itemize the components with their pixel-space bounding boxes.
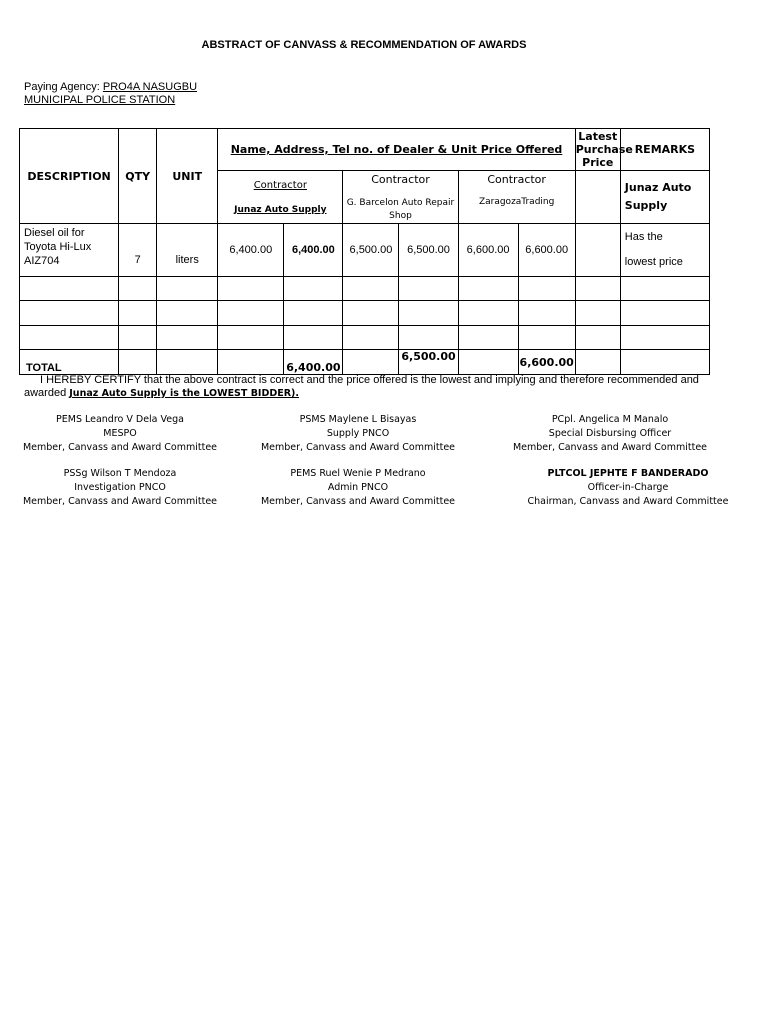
signatory-3 (500, 413, 720, 455)
certification-text (24, 374, 714, 400)
paying-agency-label: Paying Agency: (24, 81, 103, 93)
signatory-2 (248, 413, 468, 455)
price-cell: 6,400.00 (218, 224, 284, 277)
signatory-position: Officer-in-Charge (587, 482, 669, 493)
price-cell: 6,600.00 (458, 224, 518, 277)
document-title: ABSTRACT OF CANVASS & RECOMMENDATION OF AWARDS (201, 39, 527, 51)
header-qty: QTY (119, 129, 157, 224)
latest-price-cell (575, 224, 620, 277)
signatory-position: Supply PNCO (326, 428, 390, 439)
contractor-3 (458, 171, 575, 224)
paying-agency-value-line1: PRO4A NASUGBU (102, 81, 198, 93)
table-row (20, 301, 710, 326)
total-contractor-1: 6,400.00 (284, 350, 343, 375)
signatory-name: PEMS Leandro V Dela Vega (56, 414, 184, 425)
signatory-role: Member, Canvass and Award Committee (260, 442, 456, 453)
contractor-2-name: G. Barcelon Auto Repair Shop (346, 198, 455, 221)
signatory-role: Member, Canvass and Award Committee (22, 442, 218, 453)
total-contractor-2: 6,500.00 (399, 350, 458, 375)
signatory-position: MESPO (103, 428, 137, 439)
signatory-role: Member, Canvass and Award Committee (22, 496, 218, 507)
signatory-role: Member, Canvass and Award Committee (512, 442, 708, 453)
signatory-5 (248, 467, 468, 509)
signatory-name: PSSg Wilson T Mendoza (63, 468, 177, 479)
contractor-3-name: ZaragozaTrading (478, 197, 555, 207)
table-row (20, 326, 710, 350)
signatory-name: PCpl. Angelica M Manalo (551, 414, 669, 425)
signatory-6 (518, 467, 738, 509)
price-cell: 6,600.00 (518, 224, 575, 277)
contractor-2-label: Contractor (371, 173, 430, 186)
paying-agency-value-line2: MUNICIPAL POLICE STATION (24, 94, 176, 106)
paying-agency (24, 81, 244, 107)
signatory-name: PLTCOL JEPHTE F BANDERADO (547, 468, 709, 479)
certification-body: I HEREBY CERTIFY that the above contract is correct and the price offered is the lowest and implying and therefore recommended and awarded (24, 374, 699, 399)
header-description: DESCRIPTION (20, 129, 119, 224)
contractor-1-label: Contractor (253, 179, 307, 191)
item-qty: 7 (119, 224, 157, 277)
item-remarks (620, 224, 709, 277)
contractor-3-label: Contractor (487, 173, 546, 186)
remarks-winner: Junaz Auto Supply (620, 171, 709, 224)
signatory-position: Special Disbursing Officer (548, 428, 672, 439)
price-cell: 6,500.00 (343, 224, 399, 277)
item-unit: liters (157, 224, 218, 277)
contractor-2 (343, 171, 458, 224)
item-remarks-line2: lowest price (624, 256, 683, 268)
certification-emphasis: Junaz Auto Supply is the LOWEST BIDDER). (69, 388, 299, 399)
price-cell: 6,500.00 (399, 224, 458, 277)
signatory-role: Chairman, Canvass and Award Committee (527, 496, 729, 507)
signatory-position: Admin PNCO (327, 482, 389, 493)
signatory-position: Investigation PNCO (74, 482, 166, 493)
header-remarks: REMARKS (620, 129, 709, 171)
signatory-1 (10, 413, 230, 455)
contractor-1 (218, 171, 343, 224)
signatory-name: PSMS Maylene L Bisayas (299, 414, 417, 425)
item-remarks-line1: Has the (624, 231, 663, 243)
header-unit: UNIT (157, 129, 218, 224)
signatory-name: PEMS Ruel Wenie P Medrano (290, 468, 426, 479)
contractor-1-name: Junaz Auto Supply (234, 204, 327, 215)
total-label: TOTAL (20, 350, 119, 375)
signatory-role: Member, Canvass and Award Committee (260, 496, 456, 507)
header-latest-price: Latest Purchase Price (575, 130, 633, 169)
canvass-table (19, 128, 710, 375)
total-contractor-3: 6,600.00 (518, 350, 575, 375)
latest-price-empty (575, 171, 620, 224)
item-description: Diesel oil for Toyota Hi-Lux AIZ704 (20, 224, 119, 277)
price-cell: 6,400.00 (284, 224, 343, 277)
table-row (20, 277, 710, 301)
signatory-4 (10, 467, 230, 509)
header-dealer: Name, Address, Tel no. of Dealer & Unit Price Offered (218, 129, 576, 171)
